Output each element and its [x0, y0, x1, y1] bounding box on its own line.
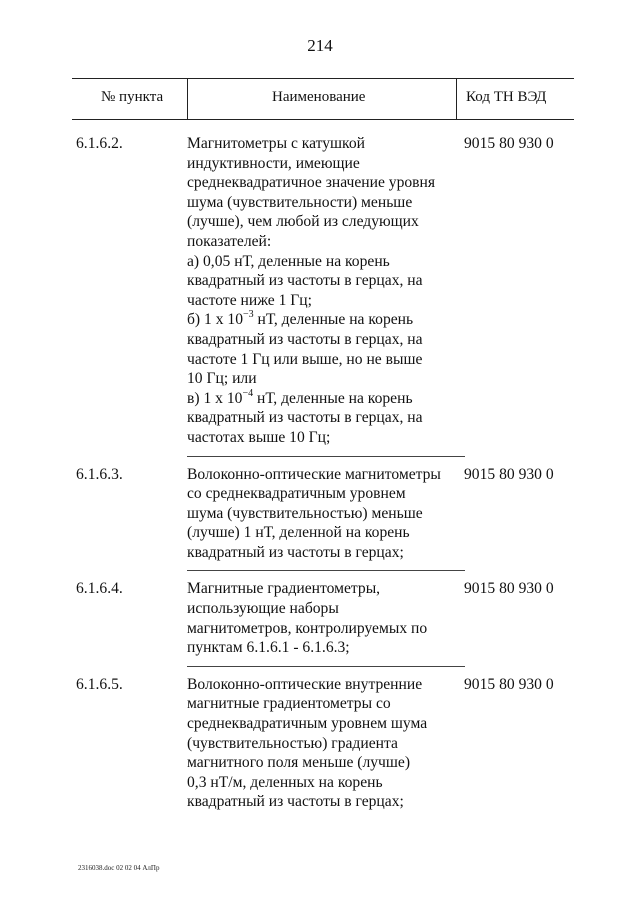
- column-divider: [187, 79, 188, 119]
- description-line: Магнитные градиентометры,: [187, 580, 381, 598]
- description-line: Магнитометры с катушкой: [187, 135, 365, 152]
- description-line: среднеквадратичным уровнем шума: [187, 715, 428, 733]
- description-line: магнитные градиентометры со: [187, 695, 391, 713]
- description-line: использующие наборы: [187, 600, 339, 618]
- header-item-number: № пункта: [101, 89, 164, 105]
- exponent: −4: [242, 387, 254, 399]
- item-number: 6.1.6.3.: [76, 465, 123, 483]
- line-text: б) 1 х 10: [187, 311, 244, 329]
- description-line: показателей:: [187, 232, 272, 250]
- item-description: [187, 675, 465, 812]
- table-row: [72, 579, 574, 657]
- item-description: [187, 134, 465, 448]
- tn-ved-code: 9015 80 930 0: [464, 135, 554, 152]
- description-line: 0,3 нТ/м, деленных на корень: [187, 773, 383, 791]
- row-divider: [187, 456, 465, 457]
- description-line: шума (чувствительности) меньше: [187, 193, 413, 211]
- description-line: Волоконно-оптические магнитометры: [187, 465, 441, 483]
- table-row: [72, 465, 574, 563]
- description-line: среднеквадратичное значение уровня: [187, 174, 436, 192]
- page-number: 214: [307, 36, 333, 55]
- line-text: нТ, деленные на корень: [253, 389, 413, 407]
- row-divider: [187, 570, 465, 571]
- item-description: [187, 465, 465, 563]
- description-line: [187, 389, 465, 409]
- description-line: шума (чувствительностью) меньше: [187, 504, 423, 522]
- description-line: квадратный из частоты в герцах, на: [187, 330, 423, 348]
- description-line: частотах выше 10 Гц;: [187, 428, 331, 446]
- table-header: [72, 78, 574, 120]
- description-line: магнитного поля меньше (лучше): [187, 754, 411, 772]
- description-line: частоте 1 Гц или выше, но не выше: [187, 350, 423, 368]
- description-line: [187, 310, 465, 330]
- table-row: [72, 134, 574, 448]
- description-line: а) 0,05 нТ, деленные на корень: [187, 252, 390, 270]
- description-line: индуктивности, имеющие: [187, 154, 360, 172]
- description-line: пунктам 6.1.6.1 - 6.1.6.3;: [187, 639, 350, 657]
- line-text: нТ, деленные на корень: [253, 311, 414, 329]
- tn-ved-code: 9015 80 930 0: [464, 675, 554, 693]
- description-line: квадратный из частоты в герцах;: [187, 793, 404, 811]
- tn-ved-code: 9015 80 930 0: [464, 465, 554, 483]
- item-number: 6.1.6.2.: [76, 135, 123, 152]
- description-line: Волоконно-оптические внутренние: [187, 675, 423, 693]
- header-tn-ved-code: Код ТН ВЭД: [466, 89, 547, 105]
- description-line: квадратный из частоты в герцах, на: [187, 409, 423, 427]
- line-text: в) 1 х 10: [187, 389, 243, 407]
- description-line: со среднеквадратичным уровнем: [187, 485, 406, 503]
- description-line: (лучше) 1 нТ, деленной на корень: [187, 524, 410, 542]
- description-line: (лучше), чем любой из следующих: [187, 213, 419, 231]
- header-name: Наименование: [272, 89, 366, 105]
- description-line: частоте ниже 1 Гц;: [187, 291, 312, 309]
- column-divider: [456, 79, 457, 119]
- tn-ved-code: 9015 80 930 0: [464, 580, 554, 598]
- table-row: [72, 675, 574, 812]
- item-number: 6.1.6.5.: [76, 675, 123, 693]
- document-footer-code: 2316038.doc 02 02 04 АлПр: [78, 864, 160, 872]
- description-line: магнитометров, контролируемых по: [187, 619, 428, 637]
- description-line: квадратный из частоты в герцах, на: [187, 272, 423, 290]
- exponent: −3: [243, 309, 254, 321]
- item-number: 6.1.6.4.: [76, 580, 123, 598]
- row-divider: [187, 666, 465, 667]
- description-line: 10 Гц; или: [187, 370, 257, 388]
- description-line: квадратный из частоты в герцах;: [187, 543, 404, 561]
- item-description: [187, 579, 465, 657]
- table-body: [72, 134, 574, 812]
- description-line: (чувствительностью) градиента: [187, 734, 398, 752]
